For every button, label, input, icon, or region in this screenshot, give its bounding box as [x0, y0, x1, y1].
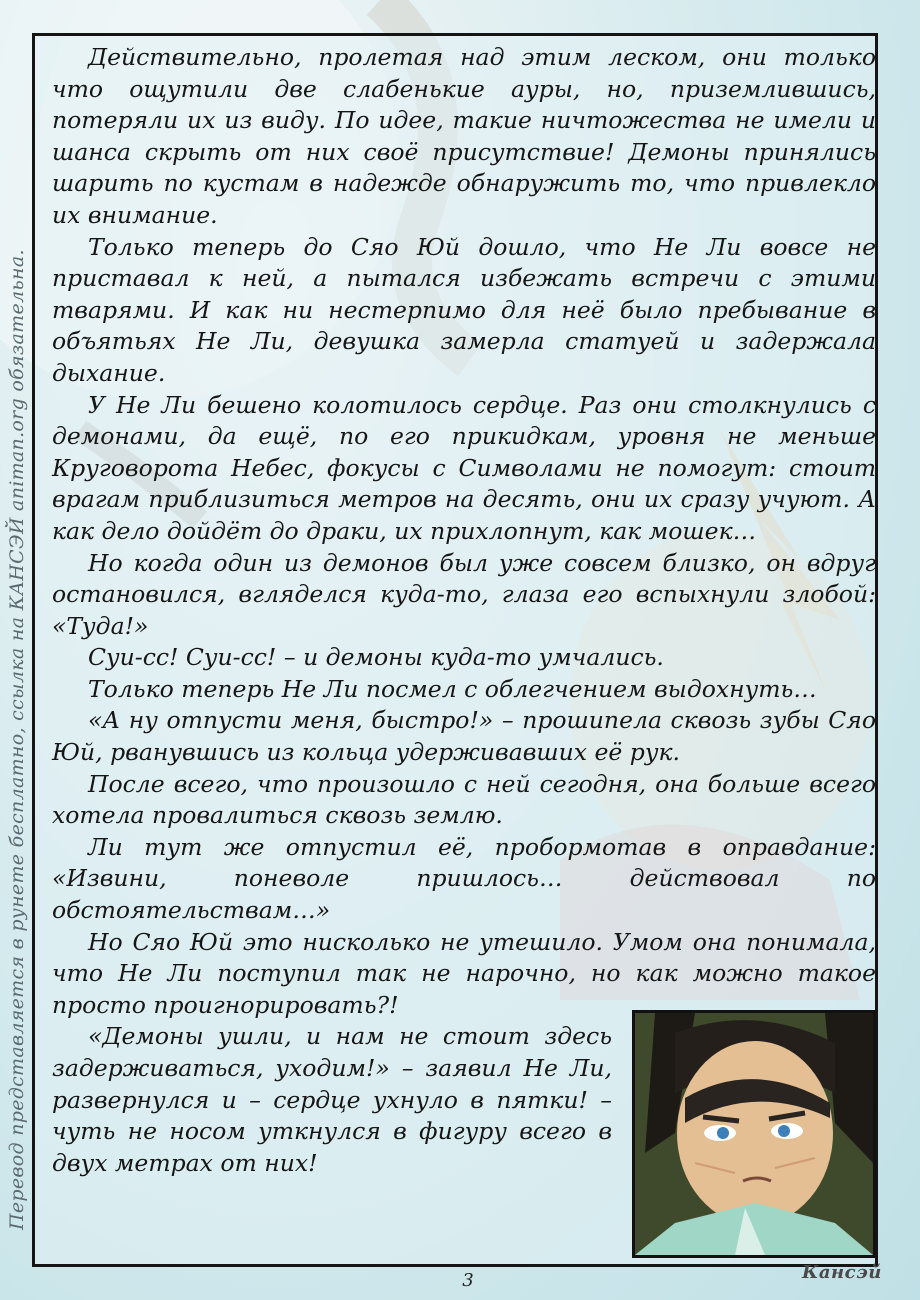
paragraph: Только теперь до Сяо Юй дошло, что Не Ли вовсе не приставал к ней, а пытался избежать встречи с этими тварями. И как ни нестерпимо для неё было пребывание в объятьях Не Ли, девушка замерла статуей и задержала дыхание. [52, 232, 876, 387]
studio-signature: Кансэй [802, 1262, 882, 1283]
paragraph: Но когда один из демонов был уже совсем близко, он вдруг остановился, вгляделся куда-то, глаза его вспыхнули злобой: «Туда!» [52, 548, 876, 640]
paragraph: «А ну отпусти меня, быстро!» – прошипела сквозь зубы Сяо Юй, рванувшись из кольца удерживавших её рук. [52, 706, 876, 767]
paragraph-last: «Демоны ушли, и нам не стоит здесь задерживаться, уходим!» – заявил Не Ли, развернулся и – сердце ухнуло в пятки! – чуть не носом уткнулся в фигуру всего в двух метрах от них! [52, 1022, 612, 1177]
paragraph: Но Сяо Юй это нисколько не утешило. Умом она понимала, что Не Ли поступил так не нарочно, но как можно такое просто проигнорировать?! [52, 927, 876, 1019]
paragraph: Только теперь Не Ли посмел с облегчением выдохнуть… [88, 674, 817, 703]
character-portrait [632, 1010, 876, 1258]
translation-notice: Перевод представляется в рунете бесплатно, ссылка на КАНСЭЙ animan.org обязательна. [6, 249, 28, 1230]
portrait-illustration [635, 1013, 873, 1255]
paragraph: Ли тут же отпустил её, пробормотав в оправдание: «Извини, поневоле пришлось… действовал по обстоятельствам…» [52, 832, 876, 925]
paragraph: Действительно, пролетая над этим леском, они только что ощутили две слабенькие ауры, но, приземлившись, потеряли их из виду. По идее, такие ничтожества не имели и шанса скрыть от них своё присутствие! Демоны принялись шарить по кустам в надежде обнаружить то, что привлекло их внимание. [52, 43, 876, 229]
paragraph: Суи-сс! Суи-сс! – и демоны куда-то умчались. [88, 643, 664, 672]
paragraph: После всего, что произошло с ней сегодня, она больше всего хотела провалиться сквозь землю. [52, 769, 876, 830]
story-text [52, 42, 876, 1179]
paragraph: У Не Ли бешено колотилось сердце. Раз они столкнулись с демонами, да ещё, по его прикидкам, уровня не меньше Круговорота Небес, фокусы с Символами не помогут: стоит врагам приблизиться метров на десять, они их сразу учуют. А как дело дойдёт до драки, их прихлопнут, как мошек… [52, 390, 876, 545]
page-number: 3 [462, 1270, 474, 1291]
